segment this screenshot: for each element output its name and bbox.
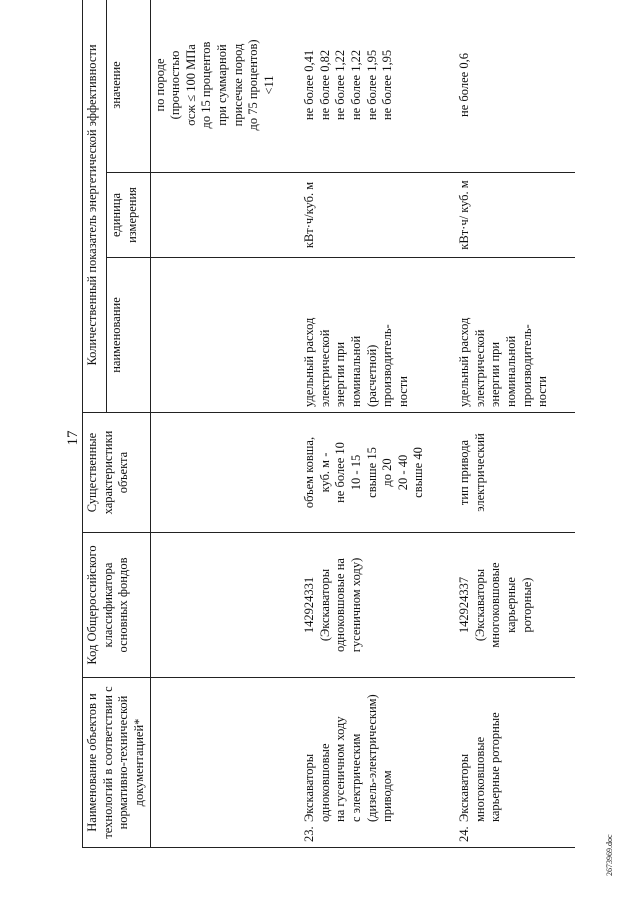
cell-characteristics: объем ковша, куб. м - не более 10 10 - 15 свыше 15 до 20 20 - 40 свыше 40 [300, 413, 455, 533]
cell-object-name [455, 678, 575, 848]
header-okof-code: Код Общероссийского классификатора основных фондов [83, 533, 151, 678]
header-indicator-unit: единица измерения [107, 173, 150, 258]
cell-indicator-unit: кВт·ч/ куб. м [455, 173, 575, 258]
row-object-name: Экскаваторы многоковшовые карьерные роторные [457, 712, 503, 822]
cell-object-name [300, 678, 455, 848]
table-row [455, 0, 575, 848]
header-indicator-value: значение [107, 0, 150, 173]
table-row [300, 0, 455, 848]
cell-indicator-unit: кВт·ч/куб. м [300, 173, 455, 258]
cell-indicator-value: не более 0,41 не более 0,82 не более 1,22 не более 1,22 не более 1,95 не более 1,95 [300, 0, 455, 173]
header-indicator-group: Количественный показатель энергетической эффективности [83, 0, 107, 413]
efficiency-table [82, 0, 575, 848]
cell-empty [150, 173, 300, 258]
cell-okof-code: 142924331 (Экскаваторы одноковшовые на гусеничном ходу) [300, 533, 455, 678]
document-page [15, 0, 615, 878]
cell-indicator-name: удельный расход электрической энергии при номинальной (расчетной) производитель- ности [300, 258, 455, 413]
cell-empty [150, 533, 300, 678]
cell-continuation-value: по породе (прочностью σсж ≤ 100 МПа до 15 процентов при суммарной присечке пород до 75 процентов) <11 [150, 0, 300, 173]
header-indicator-name: наименование [107, 258, 150, 413]
cell-empty [150, 258, 300, 413]
cell-indicator-name: удельный расход электрической энергии при номинальной производитель- ности [455, 258, 575, 413]
cell-empty [150, 678, 300, 848]
row-number: 24. [457, 826, 471, 842]
table-row-continuation [150, 0, 300, 848]
row-object-name: Экскаваторы одноковшовые на гусеничном ходу с электрическим (дизель-электрическим) приводом [302, 694, 395, 822]
cell-okof-code: 142924337 (Экскаваторы многоковшовые карьерные роторные) [455, 533, 575, 678]
header-characteristics: Существенные характеристики объекта [83, 413, 151, 533]
cell-indicator-value: не более 0,6 [455, 0, 575, 173]
cell-empty [150, 413, 300, 533]
page-number: 17 [65, 430, 81, 446]
document-filename: 2673969.doc [605, 834, 614, 876]
row-number: 23. [302, 826, 316, 842]
header-object-name: Наименование объектов и технологий в соответствии с нормативно-технической документацией* [83, 678, 151, 848]
cell-characteristics: тип привода электрический [455, 413, 575, 533]
